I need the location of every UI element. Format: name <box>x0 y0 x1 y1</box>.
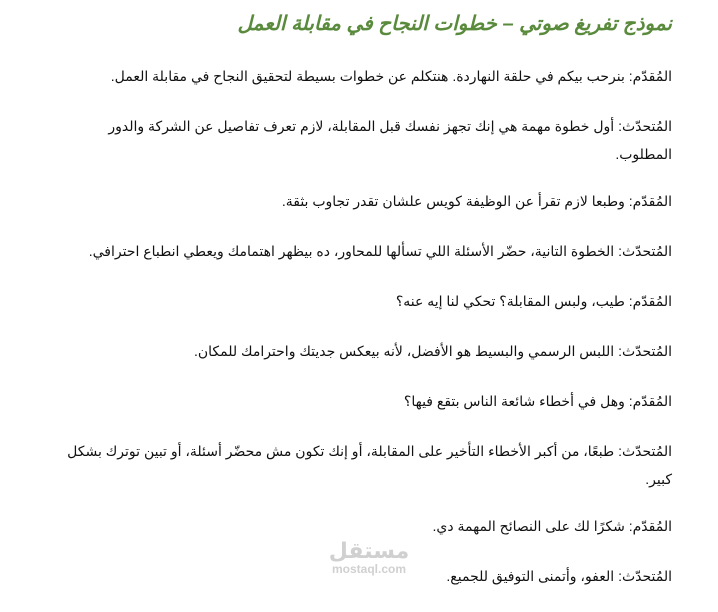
transcript-line-speaker <box>56 437 672 493</box>
utterance-text: طيب، ولبس المقابلة؟ تحكي لنا إيه عنه؟ <box>395 293 629 309</box>
transcript-line-host <box>56 287 672 315</box>
utterance-text: اللبس الرسمي والبسيط هو الأفضل، لأنه بيعكس جديتك واحترامك للمكان. <box>193 343 619 359</box>
utterance-text: بنرحب بيكم في حلقة النهاردة. هنتكلم عن خطوات بسيطة لتحقيق النجاح في مقابلة العمل. <box>110 68 629 84</box>
transcript-line-speaker <box>56 112 672 168</box>
speaker-label: المُقدّم: <box>628 293 672 309</box>
watermark-logo-text: مستقل <box>328 538 410 563</box>
speaker-label: المُتحدّث: <box>618 243 672 259</box>
utterance-text: شكرًا لك على النصائح المهمة دي. <box>432 518 629 534</box>
transcript-line-host <box>56 187 672 215</box>
speaker-label: المُتحدّث: <box>618 118 672 134</box>
speaker-label: المُقدّم: <box>628 193 672 209</box>
transcript-line-speaker <box>56 237 672 265</box>
speaker-label: المُتحدّث: <box>618 568 672 584</box>
mostaql-watermark <box>326 540 412 576</box>
utterance-text: طبعًا، من أكبر الأخطاء التأخير على المقابلة، أو إنك تكون مش محضّر أسئلة، أو تبين توترك بشكل كبير. <box>67 443 672 487</box>
transcript-line-speaker <box>56 337 672 365</box>
document-title: نموذج تفريغ صوتي – خطوات النجاح في مقابلة العمل <box>237 13 672 35</box>
speaker-label: المُتحدّث: <box>618 443 672 459</box>
utterance-text: أول خطوة مهمة هي إنك تجهز نفسك قبل المقابلة، لازم تعرف تفاصيل عن الشركة والدور المطلوب. <box>108 118 672 162</box>
speaker-label: المُقدّم: <box>628 393 672 409</box>
transcript-line-host <box>56 387 672 415</box>
watermark-domain: mostaql.com <box>331 562 406 576</box>
utterance-text: الخطوة التانية، حضّر الأسئلة اللي تسألها للمحاور، ده بيظهر اهتمامك ويعطي انطباع احترافي. <box>88 243 619 259</box>
speaker-label: المُتحدّث: <box>618 343 672 359</box>
transcript-line-host <box>56 62 672 90</box>
transcript <box>56 62 672 612</box>
transcript-line-host <box>56 512 672 540</box>
speaker-label: المُقدّم: <box>628 68 672 84</box>
utterance-text: وطبعا لازم تقرأ عن الوظيفة كويس علشان تقدر تجاوب بثقة. <box>281 193 629 209</box>
utterance-text: العفو، وأتمنى التوفيق للجميع. <box>446 568 619 584</box>
utterance-text: وهل في أخطاء شائعة الناس بتقع فيها؟ <box>403 393 629 409</box>
speaker-label: المُقدّم: <box>628 518 672 534</box>
